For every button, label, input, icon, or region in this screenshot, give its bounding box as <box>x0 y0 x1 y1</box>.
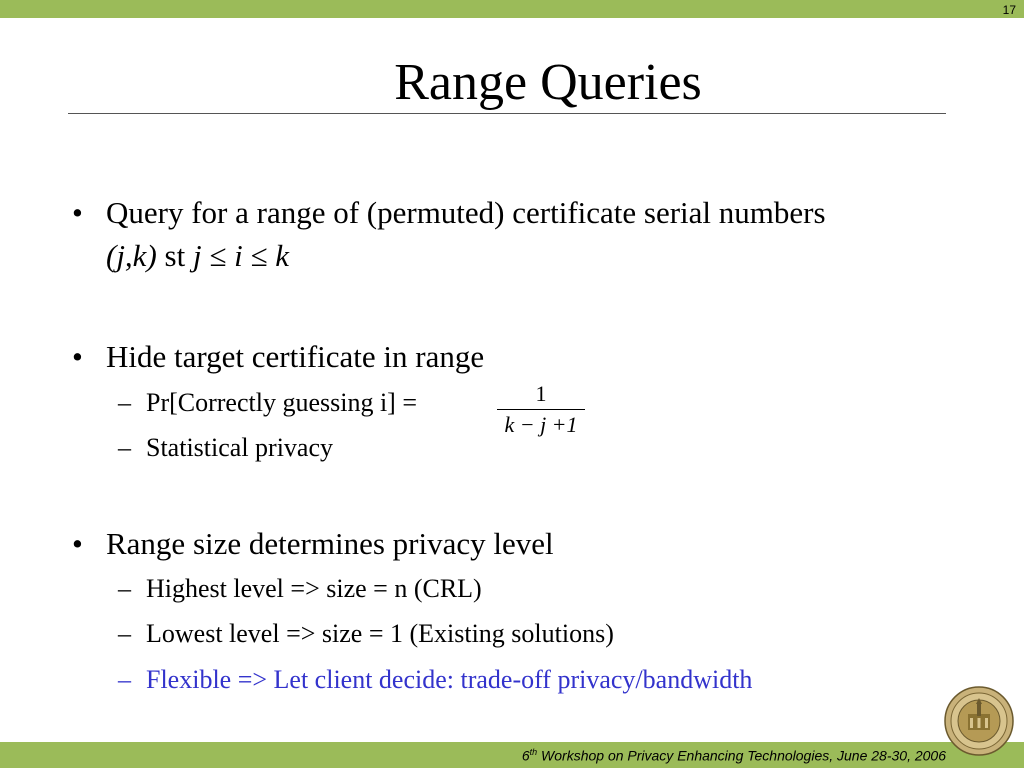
range-condition: j ≤ i ≤ k <box>192 238 289 273</box>
fraction-denominator: k − j +1 <box>504 412 578 437</box>
sub-bullet-text: Statistical privacy <box>146 433 334 462</box>
sub-bullet-dash: – <box>118 574 131 603</box>
footer-superscript: th <box>529 747 538 757</box>
top-bar <box>0 0 1024 18</box>
sub-bullet-text: Pr[Correctly guessing i] = <box>146 388 418 417</box>
such-that-text: st <box>156 238 193 273</box>
bullet-text: Query for a range of (permuted) certificate serial numbers <box>106 195 826 230</box>
footer-ordinal: 6 <box>521 747 530 764</box>
sub-bullet-dash: – <box>118 619 131 648</box>
slide-title: Range Queries <box>394 54 702 111</box>
sub-bullet-text: Lowest level => size = 1 (Existing solutions) <box>146 619 614 648</box>
slide-number: 17 <box>1002 3 1016 17</box>
range-notation: (j,k) <box>106 238 157 273</box>
sub-bullet-dash: – <box>118 433 131 462</box>
bullet-dot: • <box>72 195 83 230</box>
footer-event: Workshop on Privacy Enhancing Technologies, June 28-30, 2006 <box>537 747 946 764</box>
probability-fraction <box>497 380 585 438</box>
title-divider <box>68 113 946 114</box>
bullet-text: Hide target certificate in range <box>106 339 485 374</box>
bullet-dot: • <box>72 339 83 374</box>
sub-bullet-text: Flexible => Let client decide: trade-off privacy/bandwidth <box>146 665 753 694</box>
sub-bullet-text: Highest level => size = n (CRL) <box>146 574 482 603</box>
fraction-numerator: 1 <box>535 381 547 406</box>
sub-bullet-dash: – <box>118 388 131 417</box>
bullet-text-line2 <box>106 236 289 276</box>
bullet-text: Range size determines privacy level <box>106 526 554 561</box>
fraction-bar <box>497 409 585 410</box>
footer-text <box>522 747 946 764</box>
bullet-dot: • <box>72 526 83 561</box>
university-seal-icon <box>944 686 1014 756</box>
sub-bullet-dash: – <box>118 665 131 694</box>
